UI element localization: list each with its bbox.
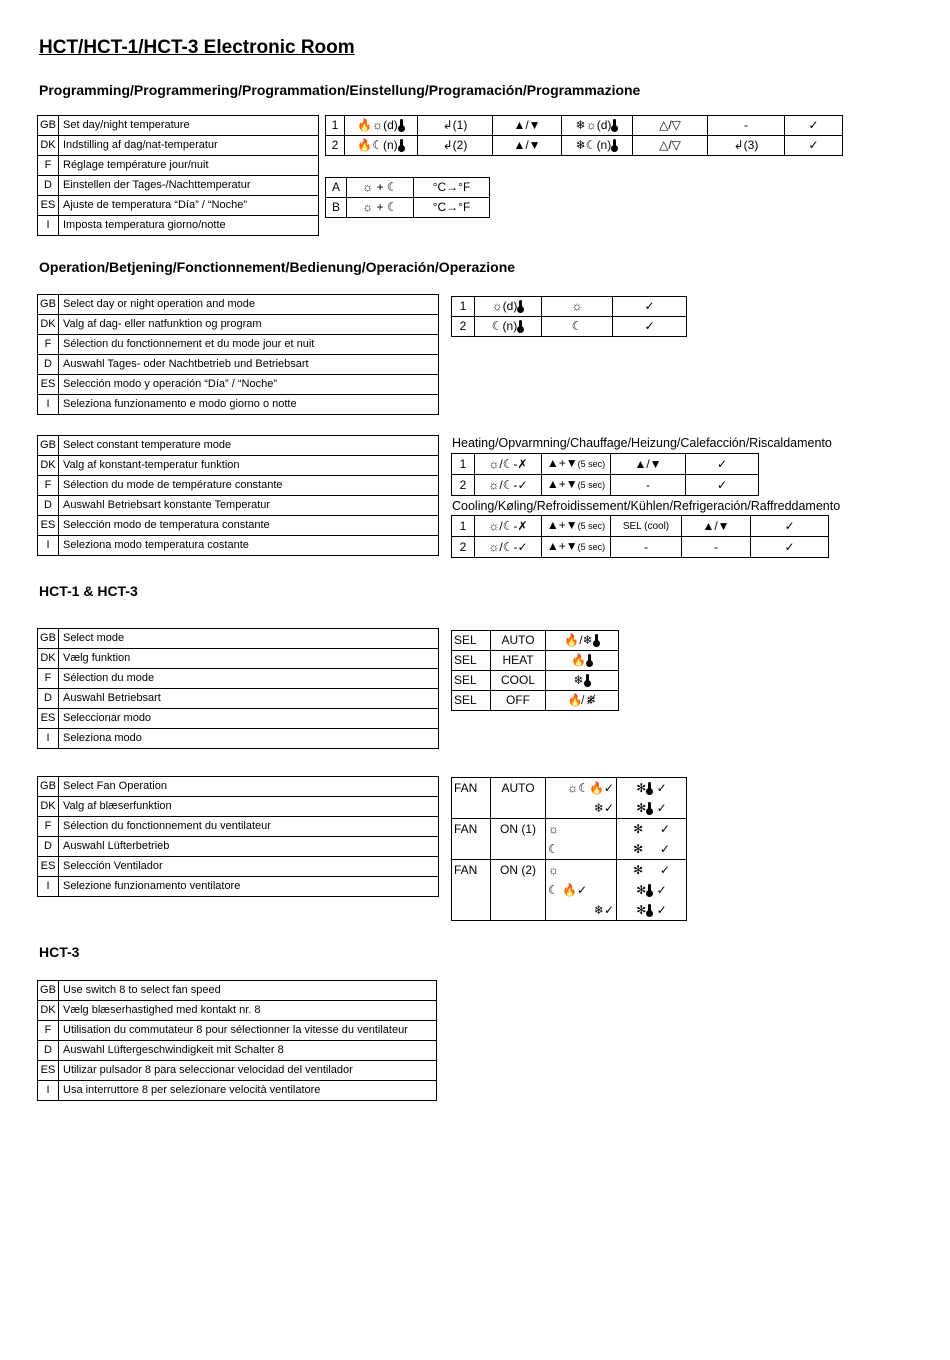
table-row: ES Selección Ventilador [38, 857, 439, 877]
check-icon: ✓ [785, 116, 843, 136]
table-row: I Imposta temperatura giorno/notte [38, 216, 319, 236]
table-row: I Selezione funzionamento ventilatore [38, 877, 439, 897]
table-row: F Sélection du fonctionnement et du mode jour et nuit [38, 335, 439, 355]
section-programming: Programming/Programmering/Programmation/Einstellung/Programación/Programmazione [39, 82, 641, 98]
section-hct13: HCT-1 & HCT-3 [39, 583, 138, 599]
thermometer-icon [613, 139, 616, 150]
unit-steps-table [325, 177, 490, 218]
table-row: D Auswahl Lüftergeschwindigkeit mit Schalter 8 [38, 1041, 437, 1061]
table-row: DK Indstilling af dag/nat-temperatur [38, 136, 319, 156]
heating-title: Heating/Opvarmning/Chauffage/Heizung/Calefacción/Riscaldamento [452, 436, 832, 450]
mode-steps-table [451, 630, 619, 711]
section-hct3: HCT-3 [39, 944, 80, 960]
table-row: 1 ☼/☾-✗ ▲+▼(5 sec) SEL (cool) ▲/▼ ✓ [452, 516, 829, 537]
fan-lang-table [37, 776, 439, 897]
thermometer-icon [400, 139, 403, 150]
table-row: 2 ☼/☾-✓ ▲+▼(5 sec) - - ✓ [452, 537, 829, 558]
table-row: D Einstellen der Tages-/Nachttemperatur [38, 176, 319, 196]
table-row: A ☼ + ☾ °C→°F [326, 178, 490, 198]
mode-lang-table [37, 628, 439, 749]
table-row: ES Ajuste de temperatura “Día” / “Noche” [38, 196, 319, 216]
table-row: 2 🔥☾(n) ↲(2) ▲/▼ ❄☾(n) △/▽ ↲(3) ✓ [326, 136, 843, 156]
table-row: I Seleziona funzionamento e modo giorno o notte [38, 395, 439, 415]
table-row: I Seleziona modo temperatura costante [38, 536, 439, 556]
table-row: F Utilisation du commutateur 8 pour sélectionner la vitesse du ventilateur [38, 1021, 437, 1041]
thermometer-icon [648, 782, 651, 793]
thermometer-icon [648, 884, 651, 895]
section-operation: Operation/Betjening/Fonctionnement/Bedienung/Operación/Operazione [39, 259, 516, 275]
table-row: F Sélection du fonctionnement du ventilateur [38, 817, 439, 837]
table-row: DK Valg af dag- eller natfunktion og program [38, 315, 439, 335]
thermometer-icon [588, 654, 591, 665]
table-row: DK Valg af konstant-temperatur funktion [38, 456, 439, 476]
op-steps-table [451, 296, 687, 337]
table-row: GB Set day/night temperature [38, 116, 319, 136]
table-row: F Réglage température jour/nuit [38, 156, 319, 176]
table-row: F Sélection du mode [38, 669, 439, 689]
table-row: FAN ON (1) ☼ ☾ ✻ ✓ ✻ ✓ [452, 819, 687, 860]
page-title: HCT/HCT-1/HCT-3 Electronic Room [39, 37, 355, 58]
table-row: D Auswahl Lüfterbetrieb [38, 837, 439, 857]
table-row: GB Use switch 8 to select fan speed [38, 981, 437, 1001]
table-row: SEL HEAT 🔥 [452, 651, 619, 671]
check-icon: ✓ [613, 297, 687, 317]
thermometer-icon [400, 119, 403, 130]
op-lang-table [37, 294, 439, 415]
table-row: 1 ☼(d) ☼ ✓ [452, 297, 687, 317]
thermometer-icon [595, 634, 598, 645]
table-row: ES Selección modo y operación “Día” / “Noche” [38, 375, 439, 395]
const-lang-table [37, 435, 439, 556]
table-row: SEL AUTO 🔥/❄ [452, 631, 619, 651]
check-icon: ✓ [686, 454, 759, 475]
table-row: 2 ☼/☾-✓ ▲+▼(5 sec) - ✓ [452, 475, 759, 496]
table-row: GB Select Fan Operation [38, 777, 439, 797]
heating-steps-table [451, 453, 759, 496]
thermometer-icon [648, 904, 651, 915]
fan-steps-table [451, 777, 687, 921]
prog-lang-table [37, 115, 319, 236]
thermometer-icon [648, 802, 651, 813]
cooling-steps-table [451, 515, 829, 558]
table-row: 1 ☼/☾-✗ ▲+▼(5 sec) ▲/▼ ✓ [452, 454, 759, 475]
table-row: FAN ON (2) ☼ ☾ 🔥✓ ❄✓ ✻ ✓ ✻ ✓ ✻ ✓ [452, 860, 687, 921]
table-row: ES Selección modo de temperatura constante [38, 516, 439, 536]
table-row: D Auswahl Betriebsart konstante Temperatur [38, 496, 439, 516]
table-row: I Seleziona modo [38, 729, 439, 749]
table-row: SEL OFF 🔥̸ ❄̸ [452, 691, 619, 711]
speed-lang-table [37, 980, 437, 1101]
thermometer-icon [586, 674, 589, 685]
table-row: ES Seleccionar modo [38, 709, 439, 729]
check-icon: ✓ [751, 537, 829, 558]
table-row: DK Valg af blæserfunktion [38, 797, 439, 817]
table-row: D Auswahl Betriebsart [38, 689, 439, 709]
table-row: B ☼ + ☾ °C→°F [326, 198, 490, 218]
thermometer-icon [519, 320, 522, 331]
table-row: F Sélection du mode de température constante [38, 476, 439, 496]
check-icon: ✓ [613, 317, 687, 337]
table-row: D Auswahl Tages- oder Nachtbetrieb und Betriebsart [38, 355, 439, 375]
prog-steps-table [325, 115, 843, 156]
table-row: SEL COOL ❄ [452, 671, 619, 691]
table-row: GB Select constant temperature mode [38, 436, 439, 456]
table-row: 2 ☾(n) ☾ ✓ [452, 317, 687, 337]
table-row: FAN AUTO ☼☾🔥✓ ❄✓ ✻ ✓ ✻ ✓ [452, 778, 687, 819]
check-icon: ✓ [785, 136, 843, 156]
check-icon: ✓ [686, 475, 759, 496]
table-row: DK Vælg funktion [38, 649, 439, 669]
check-icon: ✓ [751, 516, 829, 537]
table-row: GB Select day or night operation and mode [38, 295, 439, 315]
table-row: DK Vælg blæserhastighed med kontakt nr. 8 [38, 1001, 437, 1021]
thermometer-icon [519, 300, 522, 311]
table-row: I Usa interruttore 8 per selezionare velocità ventilatore [38, 1081, 437, 1101]
thermometer-icon [613, 119, 616, 130]
cooling-title: Cooling/Køling/Refroidissement/Kühlen/Refrigeración/Raffreddamento [452, 499, 841, 513]
table-row: ES Utilizar pulsador 8 para seleccionar velocidad del ventilador [38, 1061, 437, 1081]
table-row: 1 🔥☼(d) ↲(1) ▲/▼ ❄☼(d) △/▽ - ✓ [326, 116, 843, 136]
table-row: GB Select mode [38, 629, 439, 649]
